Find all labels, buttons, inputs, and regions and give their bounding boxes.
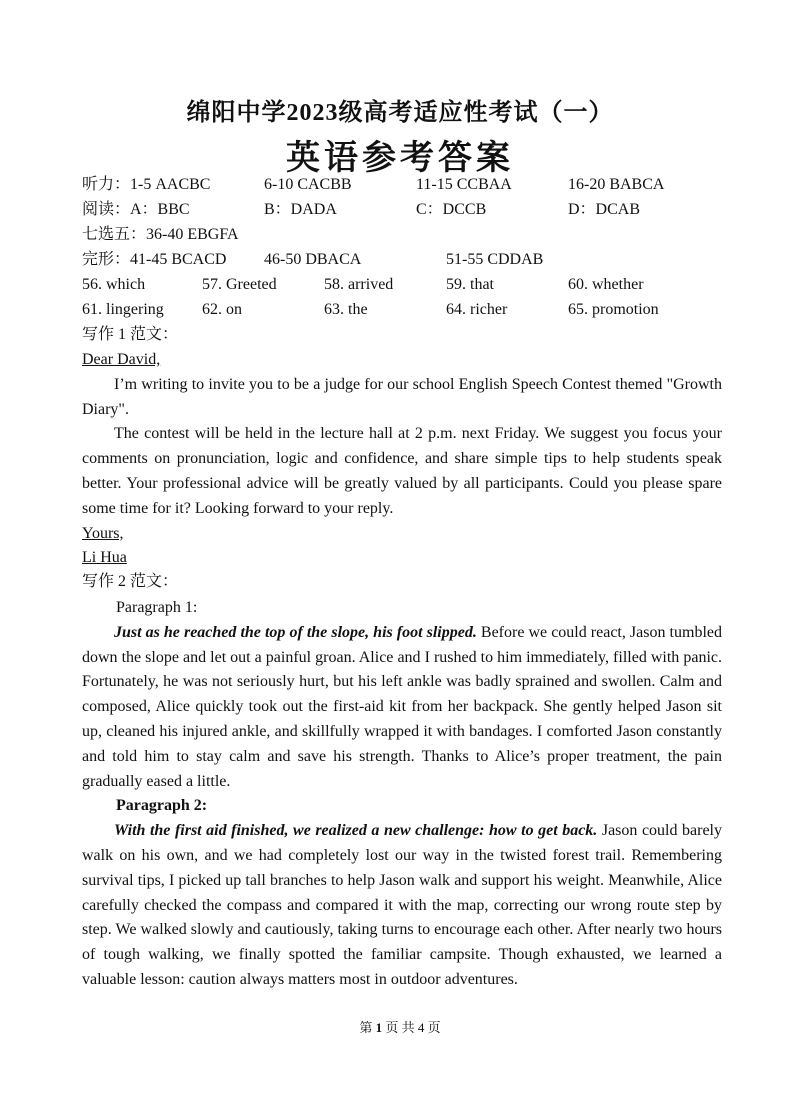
grammar-answer: 59. that <box>446 276 494 293</box>
listening-group-1: 听力：1-5 AACBC <box>82 176 211 193</box>
total-pages: 4 <box>417 1020 425 1035</box>
letter-paragraph-1: I’m writing to invite you to be a judge for our school English Speech Contest themed "Growth Diary". <box>82 375 722 418</box>
paragraph-2-lead-sentence: With the first aid finished, we realized a new challenge: how to get back. <box>114 822 598 840</box>
letter-closing: Yours, <box>82 524 124 542</box>
grammar-answer: 62. on <box>202 301 242 318</box>
writing-1-letter <box>82 348 722 571</box>
footer-middle: 页 共 <box>385 1020 415 1035</box>
answer-key-title: 英语参考答案 <box>286 140 514 177</box>
writing-2-essay <box>82 596 722 993</box>
footer-suffix: 页 <box>427 1020 441 1035</box>
paragraph-2-heading: Paragraph 2: <box>116 797 208 815</box>
exam-title: 绵阳中学2023级高考适应性考试（一） <box>186 100 614 126</box>
grammar-answer: 57. Greeted <box>202 276 277 293</box>
cloze-group-1: 完形：41-45 BCACD <box>82 251 227 268</box>
reading-a: 阅读：A：BBC <box>82 201 190 218</box>
reading-b: B：DADA <box>264 201 337 218</box>
paragraph-2-text <box>82 819 722 993</box>
letter-salutation: Dear David, <box>82 351 161 368</box>
grammar-answer: 60. whether <box>568 276 644 293</box>
listening-group-3: 11-15 CCBAA <box>416 176 512 193</box>
grammar-answer: 65. promotion <box>568 301 659 318</box>
listening-group-2: 6-10 CACBB <box>264 176 352 193</box>
reading-c: C：DCCB <box>416 201 487 218</box>
grammar-answer: 61. lingering <box>82 301 164 318</box>
paragraph-1-body: Before we could react, Jason tumbled down the slope and let out a painful groan. Alice and I rushed to him immediately, filled with panic. Fortunately, he was not seriously hurt, but his left ankle was badly sprained and swollen. Calm and composed, Alice quickly took out the first-aid kit from her backpack. She gently helped Jason sit up, cleaned his injured ankle, and skillfully wrapped it with bandages. I comforted Jason constantly and told him to stay calm and save his strength. Thanks to Alice’s proper treatment, the pain gradually eased a little. <box>82 623 722 790</box>
paragraph-1-heading: Paragraph 1: <box>116 599 198 616</box>
paragraph-1-lead-sentence: Just as he reached the top of the slope, his foot slipped. <box>114 623 477 641</box>
page-number: 1 <box>375 1020 383 1035</box>
grammar-answer: 58. arrived <box>324 276 394 293</box>
page-footer <box>0 1017 800 1036</box>
reading-d: D：DCAB <box>568 201 641 218</box>
cloze-group-2: 46-50 DBACA <box>264 251 362 268</box>
listening-group-4: 16-20 BABCA <box>568 176 665 193</box>
letter-signature: Li Hua <box>82 549 127 567</box>
grammar-answer: 63. the <box>324 301 368 318</box>
writing-1-label: 写作 1 范文： <box>82 326 179 343</box>
letter-paragraph-2: The contest will be held in the lecture hall at 2 p.m. next Friday. We suggest you focus your comments on pronunciation, logic and confidence, and share simple tips to help students speak better. Your professional advice will be greatly valued by all participants. Could you please spare some time for it? Looking forward to your reply. <box>82 425 722 517</box>
grammar-answer: 64. richer <box>446 301 508 318</box>
paragraph-1-text <box>82 621 722 795</box>
cloze-group-3: 51-55 CDDAB <box>446 251 544 268</box>
writing-2-label: 写作 2 范文： <box>82 573 179 590</box>
seven-five-group: 七选五：36-40 EBGFA <box>82 226 239 243</box>
grammar-answer: 56. which <box>82 276 146 293</box>
paragraph-2-body: Jason could barely walk on his own, and we had completely lost our way in the twisted forest trail. Remembering survival tips, I picked up tall branches to help Jason walk and support his weight. Meanwhile, Alice carefully checked the compass and compared it with the map, correcting our wrong route step by step. We walked slowly and cautiously, taking turns to encourage each other. After nearly two hours of tough walking, we finally spotted the familiar campsite. Though exhausted, we learned a valuable lesson: caution always matters most in outdoor adventures. <box>82 822 723 988</box>
footer-prefix: 第 <box>359 1020 373 1035</box>
